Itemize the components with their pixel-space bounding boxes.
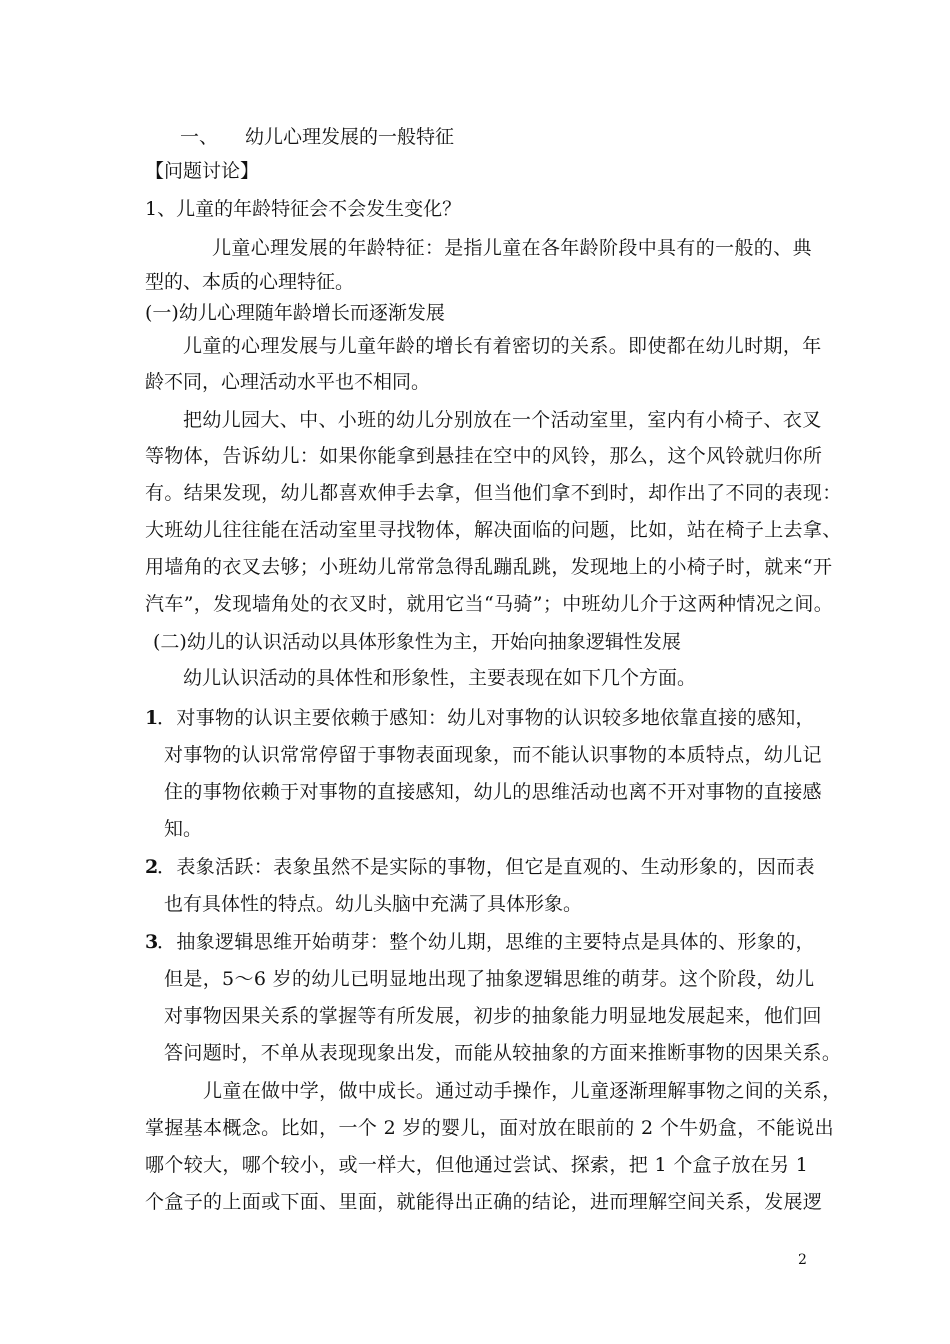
item-number: 1 [145,707,159,729]
paragraph-line: 大班幼儿往往能在活动室里寻找物体，解决面临的问题，比如，站在椅子上去拿、 [145,519,842,541]
item-number: 2 [145,856,159,878]
heading-title: 幼儿心理发展的一般特征 [245,126,455,148]
item-line: 但是，5～6 岁的幼儿已明显地出现了抽象逻辑思维的萌芽。这个阶段，幼儿 [164,968,815,990]
paragraph-line: 儿童的心理发展与儿童年龄的增长有着密切的关系。即使都在幼儿时期，年 [183,335,822,357]
item-line: ．对事物的认识主要依赖于感知：幼儿对事物的认识较多地依靠直接的感知， [157,707,815,729]
item-line: ．表象活跃：表象虽然不是实际的事物，但它是直观的、生动形象的，因而表 [157,856,815,878]
paragraph-line: 有。结果发现，幼儿都喜欢伸手去拿，但当他们拿不到时，却作出了不同的表现： [145,482,842,504]
item-line: ．抽象逻辑思维开始萌芽：整个幼儿期，思维的主要特点是具体的、形象的， [157,931,815,953]
paragraph-line: 哪个较大，哪个较小，或一样大，但他通过尝试、探索，把 1 个盒子放在另 1 [145,1154,809,1176]
section-title: (一)幼儿心理随年龄增长而逐渐发展 [145,302,445,324]
definition-line: 儿童心理发展的年龄特征：是指儿童在各年龄阶段中具有的一般的、典 [212,237,812,259]
item-line: 知。 [164,818,203,840]
paragraph-line: 汽车”，发现墙角处的衣叉时，就用它当“马骑”；中班幼儿介于这两种情况之间。 [145,593,834,615]
item-line: 也有具体性的特点。幼儿头脑中充满了具体形象。 [164,893,583,915]
discussion-title: 【问题讨论】 [145,160,260,182]
section-title: (二)幼儿的认识活动以具体形象性为主，开始向抽象逻辑性发展 [153,631,681,653]
page-number: 2 [798,1252,807,1268]
paragraph-line: 用墙角的衣叉去够；小班幼儿常常急得乱蹦乱跳，发现地上的小椅子时，就来“开 [145,556,833,578]
paragraph-line: 等物体，告诉幼儿：如果你能拿到悬挂在空中的风铃，那么，这个风铃就归你所 [145,445,823,467]
heading-number: 一、 [180,126,219,148]
paragraph-line: 把幼儿园大、中、小班的幼儿分别放在一个活动室里，室内有小椅子、衣叉 [183,409,822,431]
paragraph-line: 儿童在做中学，做中成长。通过动手操作，儿童逐渐理解事物之间的关系， [203,1080,842,1102]
question-text: 1、儿童的年龄特征会不会发生变化？ [145,198,462,220]
item-line: 对事物的认识常常停留于事物表面现象，而不能认识事物的本质特点，幼儿记 [164,744,822,766]
item-number: 3 [145,931,159,953]
paragraph-line: 龄不同，心理活动水平也不相同。 [145,371,431,393]
item-line: 答问题时，不单从表现现象出发，而能从较抽象的方面来推断事物的因果关系。 [164,1042,842,1064]
item-line: 住的事物依赖于对事物的直接感知，幼儿的思维活动也离不开对事物的直接感 [164,781,822,803]
item-line: 对事物因果关系的掌握等有所发展，初步的抽象能力明显地发展起来，他们回 [164,1005,822,1027]
paragraph-line: 掌握基本概念。比如，一个 2 岁的婴儿，面对放在眼前的 2 个牛奶盒，不能说出 [145,1117,834,1139]
paragraph-line: 个盒子的上面或下面、里面，就能得出正确的结论，进而理解空间关系，发展逻 [145,1191,823,1213]
intro-line: 幼儿认识活动的具体性和形象性，主要表现在如下几个方面。 [183,667,697,689]
definition-line: 型的、本质的心理特征。 [145,271,355,293]
